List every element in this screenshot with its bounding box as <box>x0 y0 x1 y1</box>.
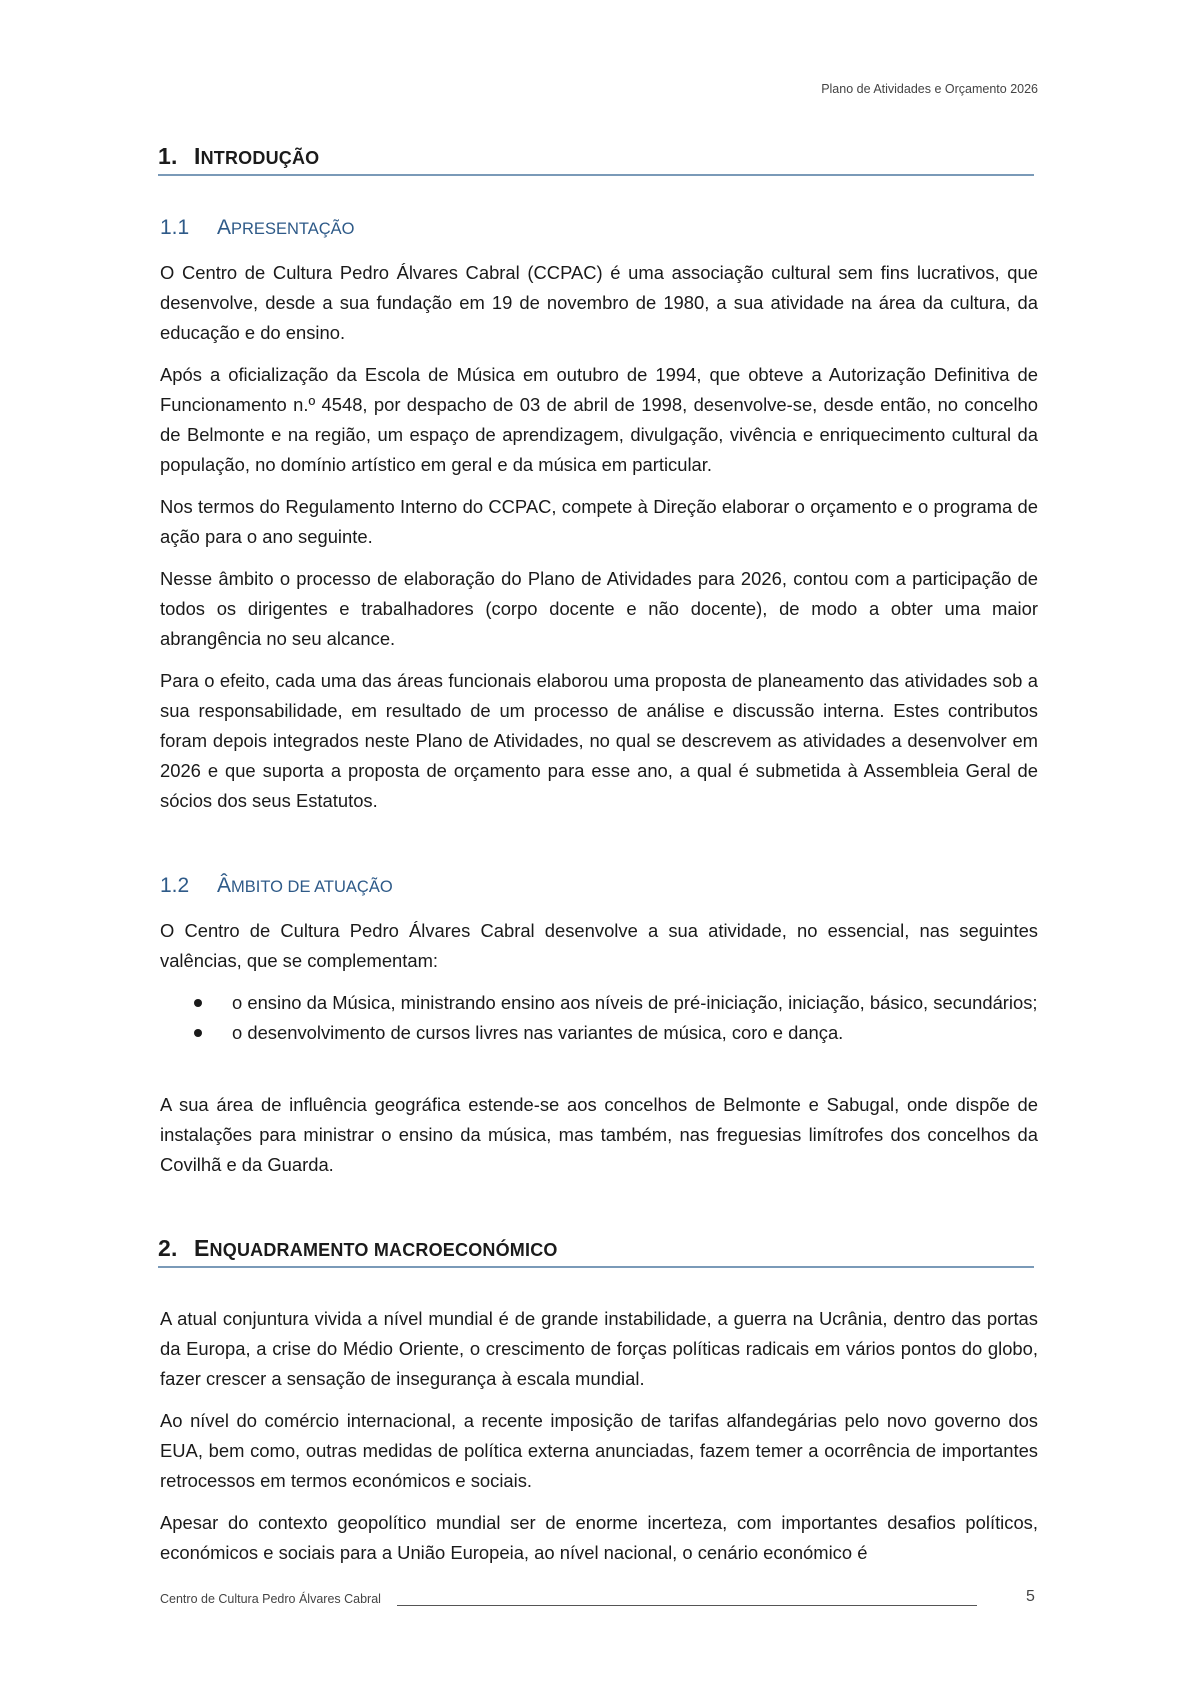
subsection-1-2-number: 1.2 <box>160 874 190 897</box>
list-item <box>160 988 1038 1018</box>
subsection-1-2-title-rest: MBITO DE ATUAÇÃO <box>231 878 393 896</box>
section-2-title-initial: E <box>194 1235 210 1261</box>
section-1-number: 1. <box>158 143 178 169</box>
paragraph: Para o efeito, cada uma das áreas funcionais elaborou uma proposta de planeamento das atividades sob a sua responsabilidade, em resultado de um processo de análise e discussão interna. Estes contributos foram depois integrados neste Plano de Atividades, no qual se descrevem as atividades a desenvolver em 2026 e que suporta a proposta de orçamento para esse ano, a qual é submetida à Assembleia Geral de sócios dos seus Estatutos. <box>160 670 1038 811</box>
subsection-1-1-title-initial: A <box>217 216 232 239</box>
section-1-title-rest: NTRODUÇÃO <box>200 148 320 168</box>
subsection-1-1-heading <box>160 216 354 240</box>
section-1-heading <box>158 143 1034 176</box>
subsection-1-1-number: 1.1 <box>160 216 190 239</box>
section-1-title-initial: I <box>194 143 201 169</box>
subsection-1-2-heading <box>160 874 393 898</box>
running-header: Plano de Atividades e Orçamento 2026 <box>821 82 1038 96</box>
bullet-icon <box>194 999 202 1007</box>
list-item <box>160 1018 1038 1048</box>
bullet-icon <box>194 1029 202 1037</box>
subsection-1-2-title-initial: Â <box>217 874 232 897</box>
list-item-text: o desenvolvimento de cursos livres nas variantes de música, coro e dança. <box>232 1022 844 1043</box>
paragraph: Apesar do contexto geopolítico mundial ser de enorme incerteza, com importantes desafios políticos, económicos e sociais para a União Europeia, ao nível nacional, o cenário económico é <box>160 1512 1038 1563</box>
bullet-list <box>160 988 1038 1048</box>
footer-rule <box>397 1605 977 1606</box>
section-2-heading <box>158 1235 1034 1268</box>
paragraph: A atual conjuntura vivida a nível mundial é de grande instabilidade, a guerra na Ucrânia, dentro das portas da Europa, a crise do Médio Oriente, o crescimento de forças políticas radicais em vários pontos do globo, fazer crescer a sensação de insegurança à escala mundial. <box>160 1308 1038 1389</box>
paragraph: Após a oficialização da Escola de Música em outubro de 1994, que obteve a Autorização Definitiva de Funcionamento n.º 4548, por despacho de 03 de abril de 1998, desenvolve-se, desde então, no concelho de Belmonte e na região, um espaço de aprendizagem, divulgação, vivência e enriquecimento cultural da população, no domínio artístico em geral e da música em particular. <box>160 364 1038 475</box>
list-item-text: o ensino da Música, ministrando ensino aos níveis de pré-iniciação, iniciação, básico, secundários; <box>232 992 1038 1013</box>
paragraph: O Centro de Cultura Pedro Álvares Cabral (CCPAC) é uma associação cultural sem fins lucrativos, que desenvolve, desde a sua fundação em 19 de novembro de 1980, a sua atividade na área da cultura, da educação e do ensino. <box>160 262 1038 343</box>
subsection-1-1-title-rest: PRESENTAÇÃO <box>231 220 355 238</box>
paragraph: A sua área de influência geográfica estende-se aos concelhos de Belmonte e Sabugal, onde dispõe de instalações para ministrar o ensino da música, mas também, nas freguesias limítrofes dos concelhos da Covilhã e da Guarda. <box>160 1094 1038 1175</box>
paragraph: Nesse âmbito o processo de elaboração do Plano de Atividades para 2026, contou com a participação de todos os dirigentes e trabalhadores (corpo docente e não docente), de modo a obter uma maior abrangência no seu alcance. <box>160 568 1038 649</box>
section-2-number: 2. <box>158 1235 178 1261</box>
section-2-title-rest: NQUADRAMENTO MACROECONÓMICO <box>209 1240 558 1260</box>
paragraph: Nos termos do Regulamento Interno do CCPAC, compete à Direção elaborar o orçamento e o programa de ação para o ano seguinte. <box>160 496 1038 547</box>
paragraph: O Centro de Cultura Pedro Álvares Cabral desenvolve a sua atividade, no essencial, nas seguintes valências, que se complementam: <box>160 920 1038 971</box>
page-number: 5 <box>1026 1588 1035 1605</box>
paragraph: Ao nível do comércio internacional, a recente imposição de tarifas alfandegárias pelo novo governo dos EUA, bem como, outras medidas de política externa anunciadas, fazem temer a ocorrência de importantes retrocessos em termos económicos e sociais. <box>160 1410 1038 1491</box>
footer-organization: Centro de Cultura Pedro Álvares Cabral <box>160 1592 381 1606</box>
